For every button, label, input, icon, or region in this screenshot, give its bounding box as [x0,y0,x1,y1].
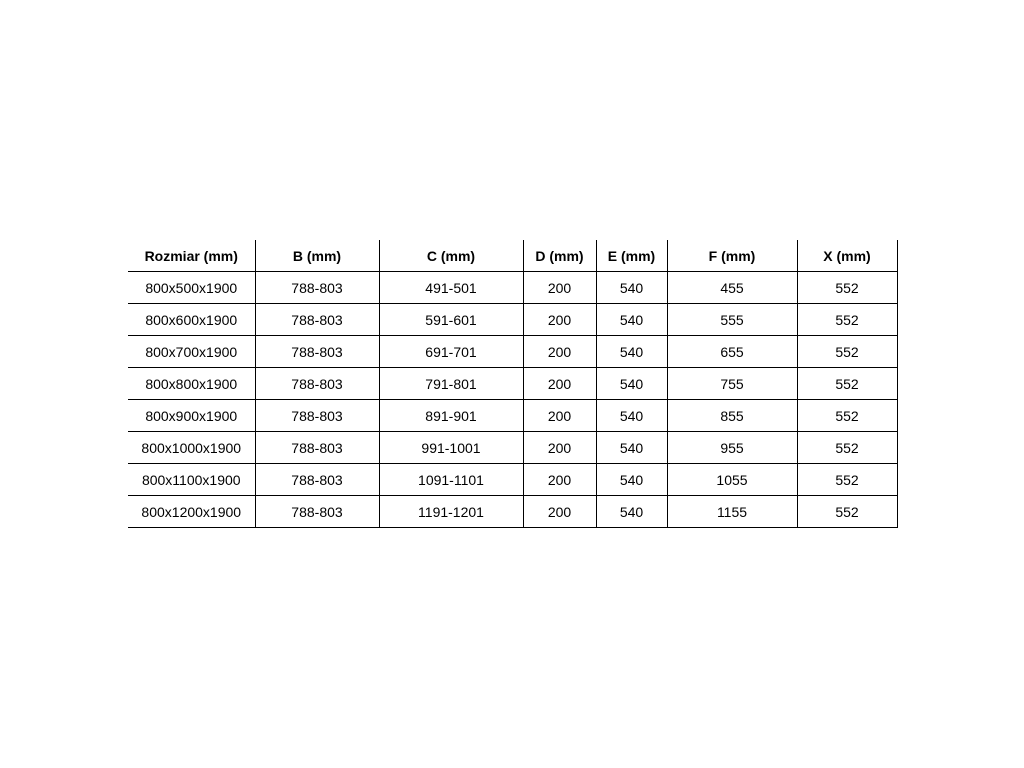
table-header [128,240,897,272]
cell-c: 891-901 [379,400,523,432]
table-row [128,304,897,336]
header-b: B (mm) [255,240,379,272]
header-d: D (mm) [523,240,596,272]
cell-e: 540 [596,304,667,336]
cell-b: 788-803 [255,272,379,304]
header-rozmiar: Rozmiar (mm) [128,240,255,272]
cell-b: 788-803 [255,400,379,432]
header-f: F (mm) [667,240,797,272]
cell-rozmiar: 800x900x1900 [128,400,255,432]
header-e: E (mm) [596,240,667,272]
header-row [128,240,897,272]
cell-f: 755 [667,368,797,400]
cell-c: 1091-1101 [379,464,523,496]
cell-d: 200 [523,336,596,368]
table-row [128,368,897,400]
cell-f: 855 [667,400,797,432]
cell-b: 788-803 [255,464,379,496]
cell-e: 540 [596,368,667,400]
cell-rozmiar: 800x1100x1900 [128,464,255,496]
cell-f: 1055 [667,464,797,496]
cell-d: 200 [523,368,596,400]
dimensions-table [128,240,898,528]
cell-d: 200 [523,304,596,336]
cell-d: 200 [523,432,596,464]
cell-d: 200 [523,272,596,304]
table-row [128,336,897,368]
table-row [128,272,897,304]
cell-b: 788-803 [255,368,379,400]
table-row [128,400,897,432]
cell-c: 991-1001 [379,432,523,464]
cell-rozmiar: 800x1200x1900 [128,496,255,528]
cell-rozmiar: 800x1000x1900 [128,432,255,464]
cell-f: 555 [667,304,797,336]
cell-e: 540 [596,400,667,432]
cell-f: 955 [667,432,797,464]
cell-c: 591-601 [379,304,523,336]
cell-c: 491-501 [379,272,523,304]
cell-x: 552 [797,272,897,304]
cell-x: 552 [797,496,897,528]
table-row [128,496,897,528]
cell-b: 788-803 [255,496,379,528]
cell-e: 540 [596,464,667,496]
cell-b: 788-803 [255,432,379,464]
cell-x: 552 [797,368,897,400]
cell-x: 552 [797,432,897,464]
cell-rozmiar: 800x700x1900 [128,336,255,368]
header-x: X (mm) [797,240,897,272]
cell-b: 788-803 [255,336,379,368]
table-row [128,432,897,464]
cell-e: 540 [596,272,667,304]
cell-rozmiar: 800x500x1900 [128,272,255,304]
cell-c: 791-801 [379,368,523,400]
cell-d: 200 [523,400,596,432]
cell-x: 552 [797,304,897,336]
cell-f: 1155 [667,496,797,528]
cell-rozmiar: 800x600x1900 [128,304,255,336]
cell-e: 540 [596,432,667,464]
cell-f: 455 [667,272,797,304]
cell-d: 200 [523,464,596,496]
header-c: C (mm) [379,240,523,272]
cell-f: 655 [667,336,797,368]
cell-e: 540 [596,336,667,368]
cell-c: 691-701 [379,336,523,368]
cell-e: 540 [596,496,667,528]
table-body [128,272,897,528]
table-row [128,464,897,496]
cell-rozmiar: 800x800x1900 [128,368,255,400]
cell-b: 788-803 [255,304,379,336]
cell-x: 552 [797,336,897,368]
cell-x: 552 [797,400,897,432]
cell-c: 1191-1201 [379,496,523,528]
cell-x: 552 [797,464,897,496]
cell-d: 200 [523,496,596,528]
